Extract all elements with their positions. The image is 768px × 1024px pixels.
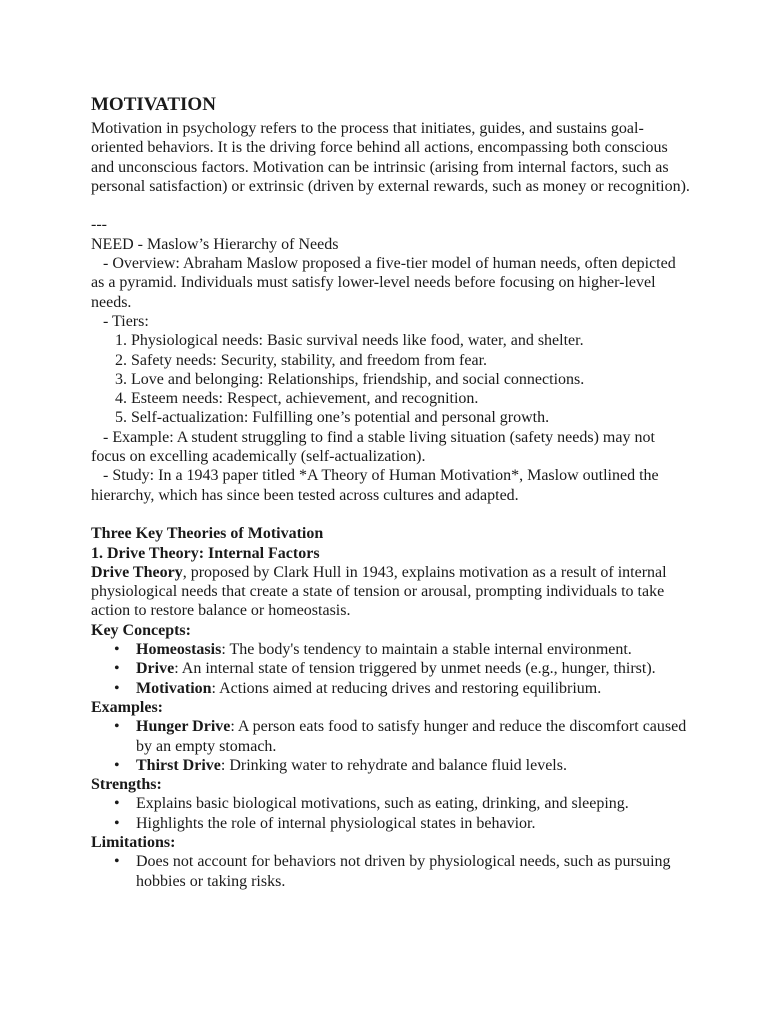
concept-term: Motivation (136, 679, 212, 697)
intro-paragraph: Motivation in psychology refers to the process that initiates, guides, and sustains goal-oriented behaviors. It is the driving force behind all actions, encompassing both conscious and unconscious factors. Motivation can be intrinsic (arising from internal factors, such as personal satisfaction) or extrinsic (driven by external rewards, such as money or recognition). (91, 120, 690, 195)
list-item (91, 717, 691, 756)
concept-description: : Actions aimed at reducing drives and restoring equilibrium. (211, 679, 602, 697)
concept-term: Drive (136, 660, 175, 678)
key-concepts-list (91, 640, 691, 698)
list-item (91, 679, 691, 698)
example-term: Hunger Drive (136, 718, 231, 736)
drive-theory-term: Drive Theory (91, 563, 183, 581)
need-overview: - Overview: Abraham Maslow proposed a five-tier model of human needs, often depicted as a pyramid. Individuals must satisfy lower-level needs before focusing on higher-level needs. (91, 255, 680, 311)
tier-item: 3. Love and belonging: Relationships, friendship, and social connections. (91, 370, 585, 388)
drive-theory-heading: 1. Drive Theory: Internal Factors (91, 544, 320, 562)
example-term: Thirst Drive (136, 756, 221, 774)
concept-term: Homeostasis (136, 641, 222, 659)
drive-theory-paragraph (91, 563, 691, 621)
strengths-label: Strengths: (91, 776, 162, 794)
blank-line (91, 196, 691, 215)
concept-description: : The body's tendency to maintain a stable internal environment. (221, 641, 632, 659)
list-item (91, 640, 691, 659)
tier-item: 2. Safety needs: Security, stability, and freedom from fear. (91, 351, 488, 369)
document-page (91, 94, 691, 891)
need-example: - Example: A student struggling to find a stable living situation (safety needs) may not focus on excelling academically (self-actualization). (91, 428, 659, 466)
page-title: MOTIVATION (91, 94, 216, 115)
limitations-label: Limitations: (91, 833, 176, 851)
limitations-list (91, 852, 691, 891)
list-item (91, 659, 691, 678)
example-description: : Drinking water to rehydrate and balance fluid levels. (220, 756, 567, 774)
blank-line (91, 505, 691, 524)
examples-list (91, 717, 691, 775)
separator: --- (91, 216, 107, 234)
tier-item: 5. Self-actualization: Fulfilling one’s potential and personal growth. (91, 409, 550, 427)
need-heading: NEED - Maslow’s Hierarchy of Needs (91, 235, 339, 253)
strengths-list (91, 794, 691, 833)
examples-label: Examples: (91, 698, 163, 716)
drive-theory-description: , proposed by Clark Hull in 1943, explains motivation as a result of internal physiological needs that create a state of tension or arousal, prompting individuals to take action to restore balance or homeostasis. (91, 563, 667, 620)
tiers-label: - Tiers: (91, 312, 149, 330)
list-item (91, 756, 691, 775)
key-concepts-label: Key Concepts: (91, 621, 191, 639)
list-item: • Explains basic biological motivations, such as eating, drinking, and sleeping. (91, 794, 691, 813)
need-study: - Study: In a 1943 paper titled *A Theory of Human Motivation*, Maslow outlined the hierarchy, which has since been tested across cultures and adapted. (91, 467, 663, 504)
concept-description: : An internal state of tension triggered by unmet needs (e.g., hunger, thirst). (174, 660, 656, 678)
example-description: : A person eats food to satisfy hunger and reduce the discomfort caused by an empty stomach. (136, 718, 687, 755)
list-item: • Does not account for behaviors not driven by physiological needs, such as pursuing hobbies or taking risks. (91, 852, 691, 891)
theories-heading: Three Key Theories of Motivation (91, 525, 324, 543)
tier-item: 4. Esteem needs: Respect, achievement, and recognition. (91, 390, 479, 408)
tier-item: 1. Physiological needs: Basic survival needs like food, water, and shelter. (91, 332, 584, 350)
list-item: • Highlights the role of internal physiological states in behavior. (91, 814, 691, 833)
